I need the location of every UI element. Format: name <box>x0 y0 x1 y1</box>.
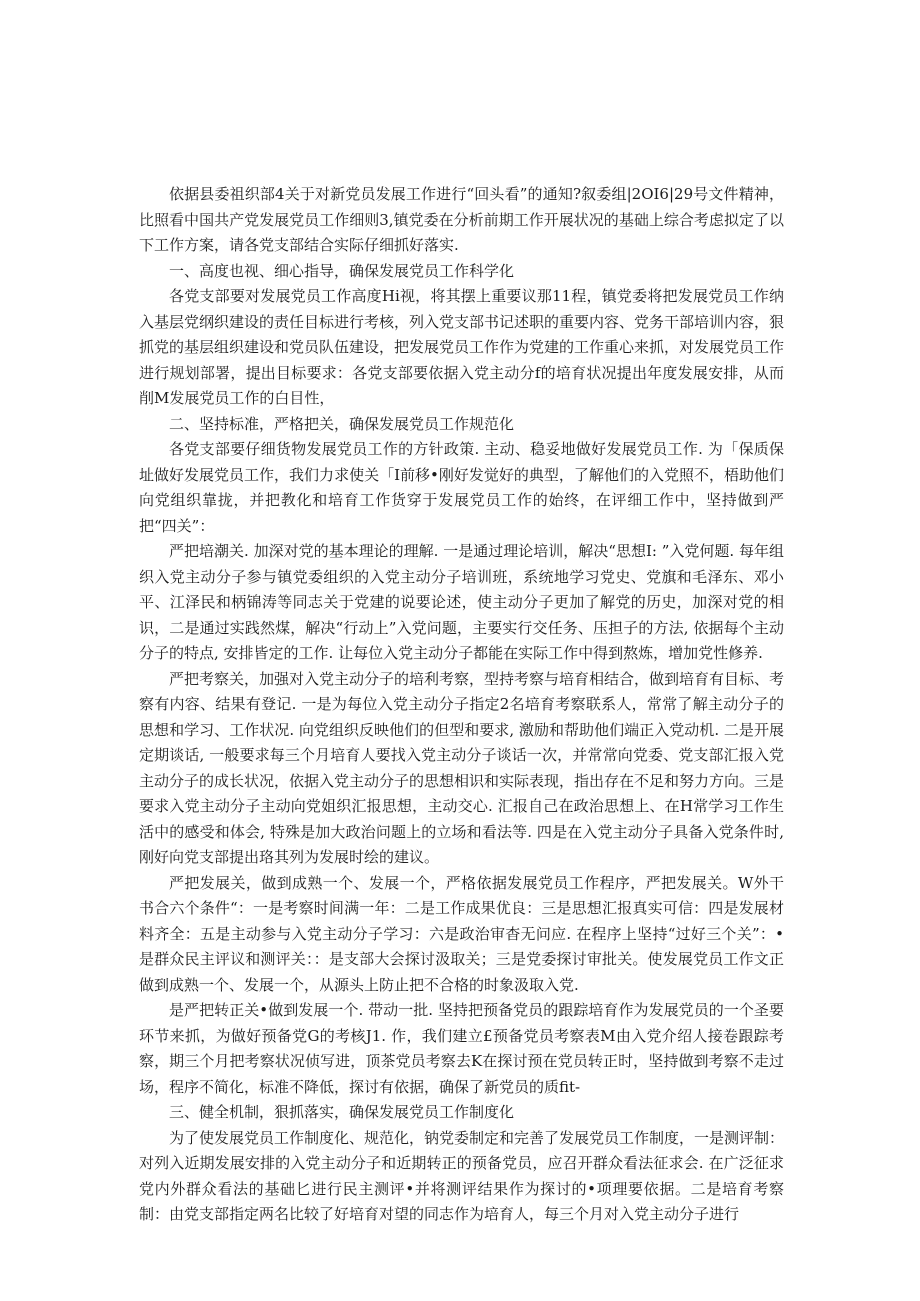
document-body <box>139 182 784 1228</box>
inspection-gate-paragraph: 严把考察关，加强对入党主动分子的培利考察，型持考察与培育相结合，做到培育有目标、考察有内容、结果有登记. 一是为每位入党主动分子指定2名培育考察联系人，常常了解主动分子的思想和学习、工作状况. 向党组织反映他们的但型和要求, 激励和帮助他们端正入党动机. 二是开展定期谈话, 一般要求每三个月培育人要找入党主动分子谈话一次，并常常向党委、党支部汇报入党主动分子的成长状况，依据入党主动分子的思想相识和实际表现，指出存在不足和努力方向。三是要求入党主动分子主动向党姐织汇报思想，主动交心. 汇报自己在政治思想上、在H常学习工作生活中的感受和体会, 特殊是加大政治问题上的立场和看法等. 四是在入党主动分子具备入党条件时, 刚好向党支部提出珞其列为发展时绘的建议。 <box>139 669 785 866</box>
section-1-paragraph: 各党支部要对发展党员工作高度Hi视，将其摆上重要议那11程，镇党委将把发展党员工作纳入基层党纲织建设的责任目标进行考核，列入党支部书记述职的重要内容、党务干部培训内容，狠抓党的基层组织建设和党员队伍建设，把发展党员工作作为党建的工作重心来抓，对发展党员工作进行规划部署，提出目标要求：各党支部要依据入党主动分f的培育状况提出年度发展安排，从而削M发展党员工作的白目性， <box>139 287 785 407</box>
section-2-intro-paragraph: 各党支部要仔细货物发展党员工作的方针政策. 主动、稳妥地做好发展党员工作. 为「保质保址做好发展党员工作，我们力求使关「I前移•刚好发觉好的典型，了解他们的入党照不，梧助他们向党组织靠拢，并把教化和培育工作货穿于发展党员工作的始终，在评细工作中，坚持做到严把“四关”： <box>139 440 784 535</box>
section-heading-1: 一、高度也视、细心指导，确保发展党员工作科学化 <box>169 261 515 280</box>
training-gate-paragraph: 严把培潮关. 加深对党的基本理论的理解. 一是通过理论培训，解决“思想I: ”入党何题. 每年组织入党主动分子参与镇党委组织的入党主动分子培训班，系统地学习党史、党旗和毛泽东、邓小平、江泽民和柄锦涛等同志关于党建的说要论述，使主动分子更加了解党的历史，加深对党的相识，二是通过实践然煤，解决“行动上”入党问题，主要实行交任务、压担子的方法, 依据每个主动分子的特点, 安排皆定的工作. 让每位入党主动分子都能在实际工作中得到熬炼，增加党性修养. <box>139 542 784 662</box>
section-heading-3: 三、健全机制，狠抓落实，确保发展党员工作制度化 <box>169 1103 515 1121</box>
development-gate-paragraph: 严把发展关，做到成熟一个、发展一个，严格依据发展党员工作程序，严把发展关。W外干书合六个条件“：一是考察时间满一年：二是工作成果优良：三是思想汇报真实可信：四是发展材料齐全：五是主动参与入党主动分子学习：六是政治审杳无问应. 在程序上坚持“过好三个关”：•是群众民主评议和测评关：：是支部大会探讨汲取关；三是党委探讨审批关。使发展党员工作文正做到成熟一个、发展一个，从源头上防止把不合格的时象汲取入党. <box>139 873 784 994</box>
section-3-paragraph: 为了使发展党员工作制度化、规范化，钠党委制定和完善了发展党员工作制度，一是测评制：对列入近期发展安排的入党主动分子和近期转正的预备党员，应召开群众看法征求会. 在广泛征求党内外群众看法的基础匕进行民主测评•并将测评结果作为探讨的•项理要依据。二是培育考察制：由党支部指定两名比较了好培育对望的同志作为培育人，每三个月对入党主动分子进行 <box>139 1128 785 1223</box>
intro-paragraph: 依据县委祖织部4关于对新党员发展工作进行“回头看”的通知?叙委组|2OI6|29号文件精神，比照看中国共产党发展党员工作细则3,镇党委在分析前期工作开展状况的基础上综合考虑拟定了以下工作方案，请各党支部结合实际仔细抓好落实. <box>139 185 784 254</box>
section-heading-2: 二、坚持标准，严格把关，确保发展党员工作规范化 <box>169 414 515 433</box>
probation-gate-paragraph: 是严把转正关•做到发展一个. 带动一批. 坚持把预备党员的跟踪培育作为发展党员的一个圣要环节来抓，为做好预备党G的考核J1. 作，我们建立£预备党员考察表M由入党介绍人接卷跟踪考察，期三个月把考察状况侦写进，顶茶党员考察去K在探讨预在党员转正时，坚持做到考察不走过场，程序不简化，标准不降低，探讨有依据，确保了新党员的质fit- <box>139 1001 784 1096</box>
